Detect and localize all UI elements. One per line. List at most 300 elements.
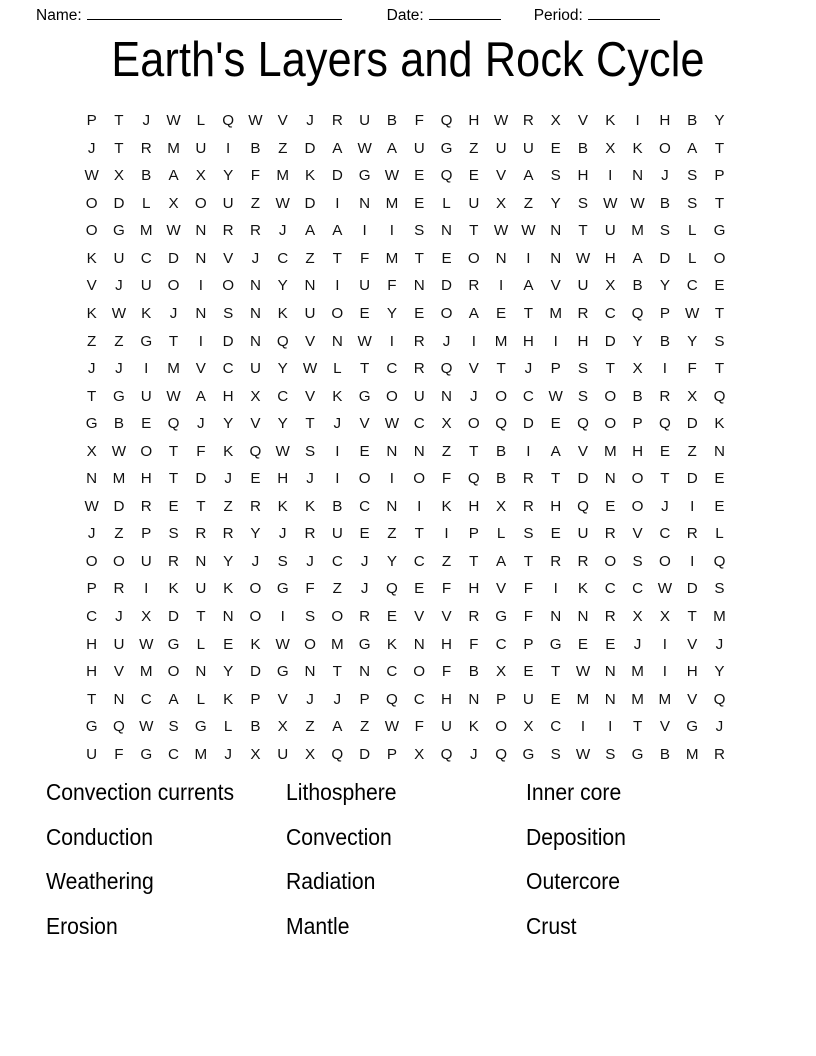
grid-cell[interactable]: I — [335, 194, 340, 212]
grid-cell[interactable]: Y — [714, 663, 725, 681]
grid-cell[interactable]: E — [223, 635, 234, 653]
grid-cell[interactable]: I — [417, 497, 422, 515]
grid-cell[interactable]: Q — [386, 690, 398, 708]
grid-cell[interactable]: G — [167, 635, 180, 653]
grid-cell[interactable]: B — [468, 663, 479, 681]
grid-cell[interactable]: T — [632, 718, 643, 736]
grid-cell[interactable]: C — [550, 718, 562, 736]
grid-cell[interactable]: C — [413, 552, 425, 570]
grid-cell[interactable]: N — [604, 690, 616, 708]
grid-cell[interactable]: M — [576, 690, 590, 708]
grid-cell[interactable]: A — [195, 387, 206, 405]
grid-cell[interactable]: I — [389, 470, 395, 488]
grid-cell[interactable]: D — [686, 415, 698, 433]
grid-cell[interactable]: C — [413, 690, 425, 708]
grid-cell[interactable]: E — [550, 525, 561, 543]
grid-cell[interactable]: D — [249, 663, 261, 681]
grid-cell[interactable]: D — [304, 194, 316, 212]
grid-cell[interactable]: Q — [713, 690, 726, 708]
grid-cell[interactable]: J — [633, 635, 642, 653]
grid-cell[interactable]: N — [550, 222, 562, 240]
grid-cell[interactable]: E — [359, 305, 370, 322]
grid-cell[interactable]: C — [140, 690, 152, 708]
grid-cell[interactable]: S — [550, 167, 561, 185]
grid-cell[interactable]: R — [222, 222, 234, 240]
grid-cell[interactable]: P — [141, 525, 152, 543]
grid-cell[interactable]: R — [113, 580, 125, 598]
grid-cell[interactable]: R — [222, 525, 234, 543]
grid-cell[interactable]: T — [196, 608, 206, 626]
grid-cell[interactable]: G — [686, 718, 699, 736]
grid-cell[interactable]: X — [195, 167, 206, 185]
grid-cell[interactable]: S — [714, 332, 725, 350]
grid-cell[interactable]: J — [115, 277, 123, 295]
grid-cell[interactable]: N — [195, 663, 207, 681]
grid-cell[interactable]: Y — [386, 552, 397, 570]
grid-cell[interactable]: J — [278, 222, 287, 240]
grid-cell[interactable]: U — [359, 112, 371, 130]
grid-cell[interactable]: U — [495, 139, 507, 157]
grid-cell[interactable]: Q — [167, 415, 180, 433]
grid-cell[interactable]: W — [603, 194, 618, 212]
grid-cell[interactable]: P — [359, 690, 370, 708]
grid-cell[interactable]: G — [549, 635, 562, 653]
grid-cell[interactable]: X — [141, 608, 152, 626]
grid-cell[interactable]: O — [167, 277, 180, 295]
grid-cell[interactable]: M — [385, 194, 399, 212]
grid-cell[interactable]: O — [467, 415, 480, 433]
grid-cell[interactable]: V — [687, 690, 698, 708]
grid-cell[interactable]: D — [686, 470, 698, 488]
grid-cell[interactable]: Q — [386, 580, 398, 598]
name-blank-rule[interactable] — [87, 6, 342, 20]
grid-cell[interactable]: X — [632, 608, 643, 626]
grid-cell[interactable]: Y — [223, 663, 234, 681]
grid-cell[interactable]: N — [304, 277, 316, 295]
grid-cell[interactable]: T — [469, 222, 479, 240]
grid-cell[interactable]: C — [277, 387, 289, 405]
grid-cell[interactable]: U — [140, 387, 152, 405]
grid-cell[interactable]: V — [577, 112, 589, 130]
grid-cell[interactable]: T — [168, 470, 179, 488]
grid-cell[interactable]: J — [715, 635, 724, 653]
grid-cell[interactable]: V — [113, 663, 125, 681]
grid-cell[interactable]: J — [470, 745, 478, 763]
grid-cell[interactable]: V — [359, 415, 370, 433]
grid-cell[interactable]: S — [304, 442, 316, 460]
grid-cell[interactable]: E — [714, 497, 725, 515]
grid-cell[interactable]: H — [468, 112, 480, 130]
grid-cell[interactable]: U — [195, 580, 207, 598]
grid-cell[interactable]: F — [114, 745, 124, 763]
grid-cell[interactable]: B — [687, 112, 698, 130]
grid-cell[interactable]: X — [605, 277, 616, 295]
grid-cell[interactable]: V — [441, 608, 452, 626]
grid-cell[interactable]: U — [86, 745, 98, 763]
grid-cell[interactable]: N — [386, 442, 398, 460]
grid-cell[interactable]: K — [386, 635, 397, 653]
grid-cell[interactable]: A — [332, 139, 343, 157]
grid-cell[interactable]: J — [251, 249, 260, 267]
grid-cell[interactable]: X — [632, 360, 643, 378]
grid-cell[interactable]: J — [306, 112, 314, 130]
grid-cell[interactable]: N — [441, 387, 452, 405]
grid-cell[interactable]: X — [496, 497, 507, 515]
grid-cell[interactable]: O — [495, 718, 508, 736]
grid-cell[interactable]: O — [495, 387, 508, 405]
grid-cell[interactable]: W — [166, 112, 181, 130]
grid-cell[interactable]: B — [141, 167, 152, 185]
grid-cell[interactable]: U — [413, 139, 425, 157]
grid-cell[interactable]: X — [550, 112, 561, 130]
grid-cell[interactable]: Z — [387, 525, 397, 543]
grid-cell[interactable]: E — [659, 442, 670, 460]
grid-cell[interactable]: J — [360, 580, 369, 598]
grid-cell[interactable]: W — [357, 139, 372, 157]
grid-cell[interactable]: D — [686, 580, 698, 598]
grid-cell[interactable]: D — [331, 167, 343, 185]
grid-cell[interactable]: G — [276, 580, 289, 598]
grid-cell[interactable]: R — [249, 497, 261, 515]
grid-cell[interactable]: U — [577, 277, 589, 295]
grid-cell[interactable]: W — [111, 442, 127, 460]
grid-cell[interactable]: S — [277, 552, 288, 570]
grid-cell[interactable]: Z — [332, 580, 342, 598]
grid-cell[interactable]: Q — [331, 745, 344, 763]
grid-cell[interactable]: C — [359, 497, 371, 515]
grid-cell[interactable]: B — [113, 415, 125, 433]
grid-cell[interactable]: D — [113, 194, 125, 212]
grid-cell[interactable]: Z — [114, 332, 124, 350]
grid-cell[interactable]: M — [330, 635, 344, 653]
grid-cell[interactable]: I — [144, 360, 149, 378]
grid-cell[interactable]: L — [715, 525, 724, 543]
grid-cell[interactable]: Y — [659, 277, 670, 295]
grid-cell[interactable]: X — [414, 745, 425, 763]
grid-cell[interactable]: W — [493, 112, 509, 130]
grid-cell[interactable]: N — [632, 167, 644, 185]
grid-cell[interactable]: C — [659, 525, 671, 543]
grid-cell[interactable]: Z — [523, 194, 534, 212]
grid-cell[interactable]: K — [223, 580, 234, 598]
grid-cell[interactable]: D — [304, 139, 316, 157]
grid-cell[interactable]: E — [359, 442, 370, 460]
grid-cell[interactable]: L — [196, 112, 206, 130]
grid-cell[interactable]: R — [577, 552, 589, 570]
grid-cell[interactable]: K — [168, 580, 179, 598]
grid-cell[interactable]: E — [359, 525, 370, 543]
grid-cell[interactable]: R — [413, 332, 425, 350]
grid-cell[interactable]: O — [604, 387, 617, 405]
grid-cell[interactable]: C — [331, 552, 343, 570]
grid-cell[interactable]: K — [223, 690, 234, 708]
grid-cell[interactable]: D — [359, 745, 371, 763]
grid-cell[interactable]: S — [659, 222, 670, 240]
grid-cell[interactable]: V — [277, 112, 288, 130]
grid-cell[interactable]: L — [442, 194, 451, 212]
grid-cell[interactable]: S — [550, 745, 561, 763]
grid-cell[interactable]: F — [441, 663, 452, 681]
grid-cell[interactable]: L — [196, 635, 206, 653]
grid-cell[interactable]: R — [604, 608, 616, 626]
grid-cell[interactable]: N — [222, 608, 234, 626]
grid-cell[interactable]: G — [85, 718, 98, 736]
grid-cell[interactable]: Y — [223, 415, 234, 433]
grid-cell[interactable]: N — [195, 305, 207, 322]
grid-cell[interactable]: G — [113, 387, 125, 405]
grid-cell[interactable]: T — [469, 442, 479, 460]
grid-cell[interactable]: W — [384, 167, 400, 185]
grid-cell[interactable]: N — [331, 332, 343, 350]
grid-cell[interactable]: W — [384, 718, 400, 736]
grid-cell[interactable]: O — [194, 194, 207, 212]
grid-cell[interactable]: A — [168, 690, 179, 708]
grid-cell[interactable]: G — [140, 745, 153, 763]
grid-cell[interactable]: T — [168, 442, 179, 460]
grid-cell[interactable]: I — [608, 167, 613, 185]
grid-cell[interactable]: T — [714, 139, 725, 157]
grid-cell[interactable]: X — [113, 167, 125, 185]
grid-cell[interactable]: I — [608, 718, 613, 736]
grid-cell[interactable]: E — [414, 167, 425, 185]
grid-cell[interactable]: W — [111, 305, 127, 322]
grid-cell[interactable]: E — [414, 580, 425, 598]
grid-cell[interactable]: H — [577, 167, 589, 185]
grid-cell[interactable]: S — [168, 525, 179, 543]
grid-cell[interactable]: C — [604, 305, 616, 322]
grid-cell[interactable]: S — [414, 222, 425, 240]
grid-cell[interactable]: A — [168, 167, 179, 185]
grid-cell[interactable]: F — [359, 249, 370, 267]
grid-cell[interactable]: Z — [114, 525, 124, 543]
grid-cell[interactable]: T — [551, 663, 561, 681]
grid-cell[interactable]: I — [690, 552, 695, 570]
grid-cell[interactable]: X — [86, 442, 97, 460]
grid-cell[interactable]: Y — [632, 332, 643, 350]
grid-cell[interactable]: Z — [359, 718, 370, 736]
grid-cell[interactable]: G — [276, 663, 289, 681]
grid-cell[interactable]: R — [713, 745, 725, 763]
grid-cell[interactable]: E — [550, 139, 561, 157]
word-bank-item[interactable]: Mantle — [286, 912, 350, 939]
word-bank-item[interactable]: Inner core — [526, 779, 622, 805]
grid-cell[interactable]: R — [168, 552, 180, 570]
grid-cell[interactable]: K — [468, 718, 479, 736]
grid-cell[interactable]: H — [468, 497, 480, 515]
grid-cell[interactable]: C — [86, 608, 98, 626]
grid-cell[interactable]: P — [86, 112, 97, 130]
grid-cell[interactable]: W — [275, 635, 290, 653]
grid-cell[interactable]: D — [577, 470, 589, 488]
grid-cell[interactable]: I — [553, 580, 558, 598]
grid-cell[interactable]: I — [335, 277, 340, 295]
word-bank-item[interactable]: Weathering — [46, 868, 154, 894]
grid-cell[interactable]: U — [140, 277, 152, 295]
grid-cell[interactable]: A — [687, 139, 698, 157]
grid-cell[interactable]: O — [631, 470, 644, 488]
grid-cell[interactable]: A — [304, 222, 316, 240]
grid-cell[interactable]: P — [523, 635, 534, 653]
word-bank-item[interactable]: Convection currents — [46, 779, 235, 805]
grid-cell[interactable]: S — [577, 387, 589, 405]
word-bank-item[interactable]: Deposition — [526, 823, 626, 850]
grid-cell[interactable]: P — [250, 690, 261, 708]
grid-cell[interactable]: O — [222, 277, 235, 295]
grid-cell[interactable]: K — [86, 305, 97, 322]
grid-cell[interactable]: A — [332, 222, 343, 240]
grid-cell[interactable]: I — [335, 442, 340, 460]
grid-cell[interactable]: V — [468, 360, 479, 378]
word-bank-item[interactable]: Erosion — [46, 912, 118, 939]
grid-cell[interactable]: I — [526, 249, 531, 267]
grid-cell[interactable]: M — [494, 332, 508, 350]
grid-cell[interactable]: K — [714, 415, 725, 433]
grid-cell[interactable]: I — [498, 277, 504, 295]
grid-cell[interactable]: H — [441, 690, 452, 708]
grid-cell[interactable]: L — [496, 525, 506, 543]
grid-cell[interactable]: T — [523, 552, 534, 570]
grid-cell[interactable]: C — [386, 663, 398, 681]
grid-cell[interactable]: J — [360, 552, 369, 570]
grid-cell[interactable]: V — [659, 718, 670, 736]
grid-cell[interactable]: V — [632, 525, 643, 543]
grid-cell[interactable]: E — [414, 194, 425, 212]
grid-cell[interactable]: K — [304, 167, 316, 185]
grid-cell[interactable]: Q — [249, 442, 262, 460]
grid-cell[interactable]: L — [142, 194, 151, 212]
grid-cell[interactable]: F — [196, 442, 206, 460]
grid-cell[interactable]: E — [141, 415, 152, 433]
grid-cell[interactable]: M — [276, 167, 290, 185]
grid-cell[interactable]: T — [578, 222, 588, 240]
grid-cell[interactable]: U — [113, 635, 125, 653]
grid-cell[interactable]: W — [575, 249, 591, 267]
grid-cell[interactable]: G — [140, 332, 153, 350]
grid-cell[interactable]: V — [304, 332, 316, 350]
grid-cell[interactable]: E — [577, 635, 589, 653]
grid-cell[interactable]: V — [414, 608, 425, 626]
word-bank-item[interactable]: Crust — [526, 912, 577, 939]
grid-cell[interactable]: O — [713, 249, 726, 267]
grid-cell[interactable]: B — [250, 139, 261, 157]
grid-cell[interactable]: Q — [276, 332, 289, 350]
grid-cell[interactable]: O — [631, 497, 644, 515]
grid-cell[interactable]: E — [496, 305, 507, 322]
grid-cell[interactable]: X — [277, 718, 288, 736]
grid-cell[interactable]: V — [496, 580, 507, 598]
grid-cell[interactable]: O — [113, 552, 125, 570]
grid-cell[interactable]: U — [140, 552, 152, 570]
grid-cell[interactable]: P — [86, 580, 97, 598]
grid-cell[interactable]: W — [166, 387, 181, 405]
grid-cell[interactable]: N — [468, 690, 480, 708]
grid-cell[interactable]: M — [139, 663, 153, 681]
grid-cell[interactable]: U — [522, 139, 534, 157]
grid-cell[interactable]: Q — [658, 415, 671, 433]
grid-cell[interactable]: Y — [250, 525, 261, 543]
grid-cell[interactable]: Q — [222, 112, 235, 130]
grid-cell[interactable]: F — [441, 580, 452, 598]
grid-cell[interactable]: W — [493, 222, 509, 240]
grid-cell[interactable]: E — [386, 608, 397, 626]
grid-cell[interactable]: G — [85, 415, 98, 433]
grid-cell[interactable]: W — [521, 222, 536, 240]
grid-cell[interactable]: X — [523, 718, 534, 736]
grid-cell[interactable]: C — [386, 360, 398, 378]
grid-cell[interactable]: X — [605, 139, 616, 157]
grid-cell[interactable]: V — [250, 415, 261, 433]
grid-cell[interactable]: Q — [631, 305, 644, 322]
grid-cell[interactable]: G — [113, 222, 125, 240]
grid-cell[interactable]: I — [662, 635, 667, 653]
grid-cell[interactable]: T — [523, 305, 534, 322]
grid-cell[interactable]: B — [332, 497, 343, 515]
grid-cell[interactable]: V — [304, 387, 316, 405]
grid-cell[interactable]: W — [275, 442, 290, 460]
grid-cell[interactable]: U — [249, 360, 261, 378]
grid-cell[interactable]: I — [389, 222, 395, 240]
grid-cell[interactable]: T — [496, 360, 506, 378]
grid-cell[interactable]: M — [167, 360, 180, 378]
grid-cell[interactable]: T — [660, 470, 670, 488]
grid-cell[interactable]: E — [605, 497, 616, 515]
grid-cell[interactable]: N — [195, 222, 207, 240]
grid-cell[interactable]: J — [115, 360, 123, 378]
grid-cell[interactable]: J — [470, 387, 478, 405]
grid-cell[interactable]: A — [550, 442, 561, 460]
grid-cell[interactable]: T — [196, 497, 206, 515]
grid-cell[interactable]: T — [714, 360, 725, 378]
grid-cell[interactable]: L — [196, 690, 206, 708]
grid-cell[interactable]: Y — [223, 167, 234, 185]
grid-cell[interactable]: Q — [495, 415, 508, 433]
grid-cell[interactable]: Y — [386, 305, 397, 322]
grid-cell[interactable]: I — [580, 718, 586, 736]
grid-cell[interactable]: Q — [440, 112, 453, 130]
grid-cell[interactable]: Q — [713, 387, 726, 405]
grid-cell[interactable]: X — [168, 194, 179, 212]
grid-cell[interactable]: A — [468, 305, 479, 322]
grid-cell[interactable]: E — [441, 249, 452, 267]
grid-cell[interactable]: C — [413, 415, 425, 433]
grid-cell[interactable]: J — [115, 608, 123, 626]
grid-cell[interactable]: N — [604, 470, 616, 488]
grid-cell[interactable]: V — [687, 635, 698, 653]
grid-cell[interactable]: Z — [469, 139, 479, 157]
grid-cell[interactable]: G — [358, 167, 371, 185]
grid-cell[interactable]: O — [386, 387, 398, 405]
grid-cell[interactable]: J — [524, 360, 533, 378]
grid-cell[interactable]: L — [687, 249, 697, 267]
grid-cell[interactable]: B — [250, 718, 261, 736]
grid-cell[interactable]: K — [86, 249, 97, 267]
grid-cell[interactable]: H — [577, 332, 589, 350]
grid-cell[interactable]: O — [167, 663, 180, 681]
grid-cell[interactable]: A — [632, 249, 643, 267]
grid-cell[interactable]: J — [306, 552, 314, 570]
grid-cell[interactable]: U — [113, 249, 125, 267]
grid-cell[interactable]: U — [468, 194, 480, 212]
grid-cell[interactable]: Y — [714, 112, 725, 130]
grid-cell[interactable]: X — [304, 745, 316, 763]
grid-cell[interactable]: U — [304, 305, 316, 322]
grid-cell[interactable]: W — [548, 387, 563, 405]
grid-cell[interactable]: R — [195, 525, 207, 543]
grid-cell[interactable]: N — [413, 635, 425, 653]
grid-cell[interactable]: I — [198, 277, 203, 295]
grid-cell[interactable]: W — [166, 222, 181, 240]
grid-cell[interactable]: Q — [713, 552, 726, 570]
